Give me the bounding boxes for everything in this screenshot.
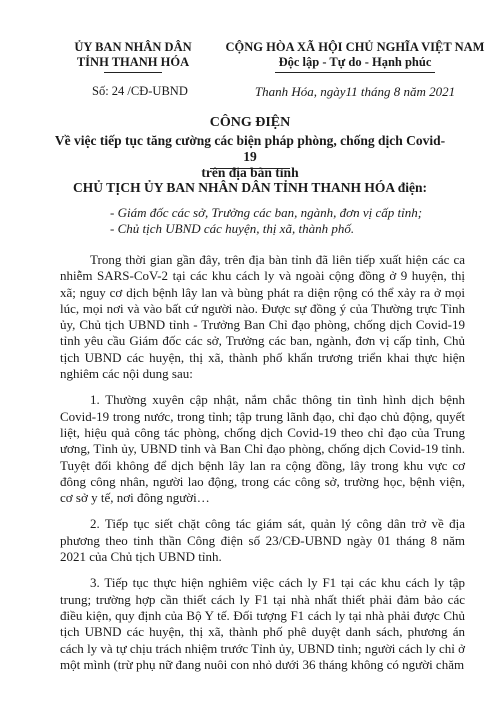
subtitle-line2: trên địa bàn tỉnh — [201, 165, 299, 180]
subtitle-underline — [210, 168, 290, 169]
body-paragraph: 3. Tiếp tục thực hiện nghiêm việc cách ly F1 tại các khu cách ly tập trung; trường hợp cần thiết cách ly F1 tại nhà nhất thiết phải đảm bảo các điều kiện, quy định của Bộ Y tế. Đối tượng F1 cách ly tại nhà phải được Chủ tịch UBND các huyện, thị xã, thành phố phê duyệt danh sách, phương án cách ly và tự chịu trách nhiệm trước Tỉnh ủy, UBND tỉnh; người cách ly chỉ ở một mình (trừ phụ nữ đang nuôi con nhỏ dưới 36 tháng không có người chăm — [60, 575, 465, 672]
chairman-line: CHỦ TỊCH ỦY BAN NHÂN DÂN TỈNH THANH HÓA điện: — [73, 180, 427, 195]
document-subtitle — [50, 133, 450, 181]
recipients-list — [110, 205, 422, 237]
national-motto — [225, 40, 485, 73]
nation-line2: Độc lập - Tự do - Hạnh phúc — [278, 55, 432, 69]
document-number: Số: 24 /CĐ-UBND — [92, 84, 188, 98]
body-paragraph: 2. Tiếp tục siết chặt công tác giám sát, quản lý công dân trở về địa phương theo tinh thần Công điện số 23/CĐ-UBND ngày 01 tháng 8 năm 2021 của Chủ tịch UBND tỉnh. — [60, 516, 465, 565]
body-paragraph: 1. Thường xuyên cập nhật, nắm chắc thông tin tình hình dịch bệnh Covid-19 trong nước, trong tỉnh; tập trung lãnh đạo, chỉ đạo chủ động, quyết liệt, hiệu quả công tác phòng, chống dịch Covid-19 theo chỉ đạo của Trung ương, Tỉnh ủy, UBND tỉnh và Ban Chỉ đạo phòng, chống dịch Covid-19 tỉnh. Tuyệt đối không để dịch bệnh lây lan ra cộng đồng, lây trong khu vực cơ đông công nhân, người lao động, trong các công sở, trường học, bệnh viện, cơ sở y tế, nơi đông người… — [60, 392, 465, 506]
org-underline — [104, 72, 162, 73]
nation-line1: CỘNG HÒA XÃ HỘI CHỦ NGHĨA VIỆT NAM — [225, 40, 485, 54]
issue-date: Thanh Hóa, ngày11 tháng 8 năm 2021 — [254, 84, 456, 99]
motto-underline — [275, 72, 435, 73]
org-line2: TỈNH THANH HÓA — [76, 55, 190, 69]
recipient-item: - Chủ tịch UBND các huyện, thị xã, thành phố. — [110, 221, 355, 236]
issuing-authority — [48, 40, 218, 73]
org-line1: ỦY BAN NHÂN DÂN — [74, 40, 192, 54]
document-title: CÔNG ĐIỆN — [209, 115, 291, 130]
document-body — [60, 252, 465, 683]
body-paragraph: Trong thời gian gần đây, trên địa bàn tỉnh đã liên tiếp xuất hiện các ca nhiễm SARS-CoV-2 tại các khu cách ly và ngoài cộng đồng ở 9 huyện, thị xã; nguy cơ dịch bệnh lây lan và bùng phát ra diện rộng có thể xảy ra ở mọi lúc, mọi nơi và vào bất cứ người nào. Được sự đồng ý của Thường trực Tỉnh ủy, Chủ tịch UBND tỉnh - Trưởng Ban Chỉ đạo phòng, chống dịch Covid-19 tỉnh yêu cầu Giám đốc các sở, Trưởng các ban, ngành, đơn vị cấp tỉnh, Chủ tịch UBND các huyện, thị xã, thành phố khẩn trương triển khai thực hiện nghiêm các nội dung sau: — [60, 252, 465, 382]
recipient-item: - Giám đốc các sở, Trưởng các ban, ngành, đơn vị cấp tỉnh; — [110, 205, 423, 220]
subtitle-line1: Về việc tiếp tục tăng cường các biện pháp phòng, chống dịch Covid-19 — [54, 133, 446, 164]
